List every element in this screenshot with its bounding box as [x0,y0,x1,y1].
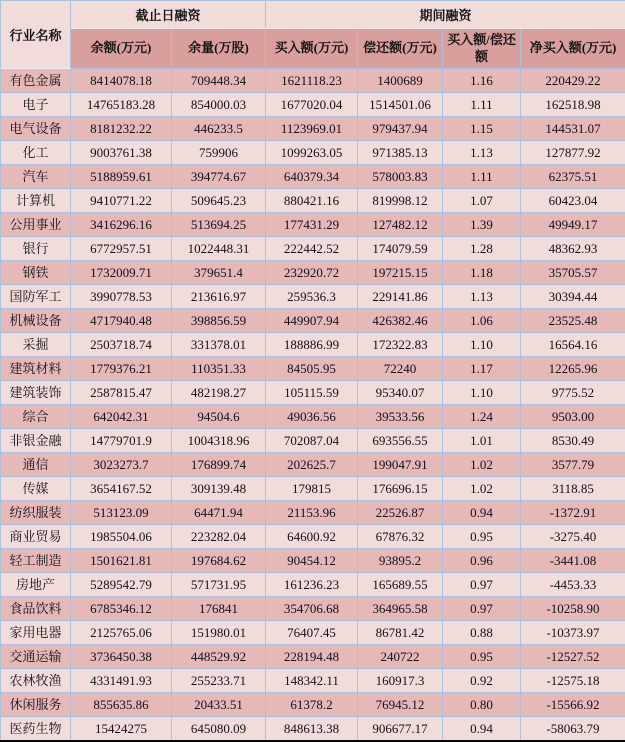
value-cell: -10258.90 [521,597,625,621]
industry-name-cell: 建筑装饰 [1,381,71,405]
value-cell: 354706.68 [266,597,358,621]
value-cell: 95340.07 [358,381,443,405]
table-row [1,525,625,549]
value-cell: 1.01 [443,429,521,453]
table-row [1,645,625,669]
value-cell: 1779376.21 [71,357,172,381]
value-cell: 21153.96 [266,501,358,525]
value-cell: -3275.40 [521,525,625,549]
value-cell: 176696.15 [358,477,443,501]
value-cell: 394774.67 [172,165,266,189]
industry-name-cell: 汽车 [1,165,71,189]
value-cell: 1.11 [443,165,521,189]
value-cell: 1022448.31 [172,237,266,261]
value-cell: 848613.38 [266,717,358,742]
value-cell: 1.39 [443,213,521,237]
value-cell: 8414078.18 [71,69,172,93]
value-cell: 49949.17 [521,213,625,237]
value-cell: 177431.29 [266,213,358,237]
value-cell: 90454.12 [266,549,358,573]
value-cell: 105115.59 [266,381,358,405]
value-cell: 110351.33 [172,357,266,381]
value-cell: 220429.22 [521,69,625,93]
value-cell: 84505.95 [266,357,358,381]
value-cell: 571731.95 [172,573,266,597]
value-cell: 426382.46 [358,309,443,333]
industry-name-cell: 非银金融 [1,429,71,453]
header-group-row [1,1,625,29]
value-cell: 446233.5 [172,117,266,141]
value-cell: 64471.94 [172,501,266,525]
industry-name-cell: 房地产 [1,573,71,597]
value-cell: 86781.42 [358,621,443,645]
table-row [1,333,625,357]
table-row [1,717,625,742]
industry-name-cell: 传媒 [1,477,71,501]
value-cell: 0.97 [443,597,521,621]
value-cell: 176899.74 [172,453,266,477]
value-cell: 15424275 [71,717,172,742]
table-row [1,141,625,165]
value-cell: 364965.58 [358,597,443,621]
value-cell: 49036.56 [266,405,358,429]
value-cell: 880421.16 [266,189,358,213]
table-row [1,381,625,405]
value-cell: 35705.57 [521,261,625,285]
value-cell: 3577.79 [521,453,625,477]
table-row [1,693,625,717]
value-cell: 5289542.79 [71,573,172,597]
value-cell: 2125765.06 [71,621,172,645]
table-body [1,69,625,742]
industry-name-cell: 公用事业 [1,213,71,237]
value-cell: 151980.01 [172,621,266,645]
value-cell: 819998.12 [358,189,443,213]
group-header-period-financing: 期间融资 [266,1,625,29]
value-cell: 331378.01 [172,333,266,357]
value-cell: 255233.71 [172,669,266,693]
industry-name-cell: 计算机 [1,189,71,213]
value-cell: 127877.92 [521,141,625,165]
value-cell: 971385.13 [358,141,443,165]
industry-name-cell: 商业贸易 [1,525,71,549]
table-row [1,453,625,477]
value-cell: 23525.48 [521,309,625,333]
value-cell: 1400689 [358,69,443,93]
value-cell: 1.07 [443,189,521,213]
table-row [1,597,625,621]
value-cell: 0.96 [443,549,521,573]
industry-name-cell: 电子 [1,93,71,117]
value-cell: 4331491.93 [71,669,172,693]
value-cell: 482198.27 [172,381,266,405]
table-row [1,165,625,189]
col-header-balance: 余额(万元) [71,29,172,69]
value-cell: 76407.45 [266,621,358,645]
industry-name-cell: 综合 [1,405,71,429]
industry-name-cell: 机械设备 [1,309,71,333]
value-cell: 1.18 [443,261,521,285]
industry-name-cell: 食品饮料 [1,597,71,621]
value-cell: 513694.25 [172,213,266,237]
value-cell: 1.24 [443,405,521,429]
table-row [1,429,625,453]
value-cell: 1514501.06 [358,93,443,117]
col-header-buy-repay-ratio: 买入额/偿还额 [443,29,521,69]
value-cell: 240722 [358,645,443,669]
value-cell: 979437.94 [358,117,443,141]
table-row [1,285,625,309]
value-cell: 16564.16 [521,333,625,357]
industry-name-cell: 通信 [1,453,71,477]
value-cell: 9410771.22 [71,189,172,213]
industry-name-cell: 银行 [1,237,71,261]
value-cell: 1.13 [443,285,521,309]
value-cell: 9003761.38 [71,141,172,165]
value-cell: 578003.83 [358,165,443,189]
value-cell: 1.02 [443,477,521,501]
value-cell: 645080.09 [172,717,266,742]
value-cell: 1.06 [443,309,521,333]
col-header-buy-amount: 买入额(万元) [266,29,358,69]
value-cell: 1.10 [443,333,521,357]
value-cell: -1372.91 [521,501,625,525]
value-cell: 0.94 [443,717,521,742]
value-cell: 14765183.28 [71,93,172,117]
header-sub-row [1,29,625,69]
value-cell: 93895.2 [358,549,443,573]
table-row [1,477,625,501]
value-cell: 228194.48 [266,645,358,669]
industry-name-cell: 医药生物 [1,717,71,742]
value-cell: 179815 [266,477,358,501]
industry-name-cell: 国防军工 [1,285,71,309]
value-cell: 448529.92 [172,645,266,669]
industry-name-cell: 采掘 [1,333,71,357]
value-cell: -12575.18 [521,669,625,693]
value-cell: 1677020.04 [266,93,358,117]
value-cell: 202625.7 [266,453,358,477]
table-row [1,309,625,333]
value-cell: 0.94 [443,501,521,525]
value-cell: 0.95 [443,645,521,669]
value-cell: 8530.49 [521,429,625,453]
value-cell: 259536.3 [266,285,358,309]
value-cell: 8181232.22 [71,117,172,141]
value-cell: 1.16 [443,69,521,93]
value-cell: 1.11 [443,93,521,117]
value-cell: 161236.23 [266,573,358,597]
value-cell: 702087.04 [266,429,358,453]
value-cell: 62375.51 [521,165,625,189]
value-cell: 1004318.96 [172,429,266,453]
value-cell: 1123969.01 [266,117,358,141]
value-cell: 0.97 [443,573,521,597]
value-cell: 127482.12 [358,213,443,237]
value-cell: 759906 [172,141,266,165]
table-row [1,93,625,117]
value-cell: 1099263.05 [266,141,358,165]
value-cell: 176841 [172,597,266,621]
industry-name-cell: 休闲服务 [1,693,71,717]
table-row [1,549,625,573]
value-cell: -58063.79 [521,717,625,742]
value-cell: 3023273.7 [71,453,172,477]
value-cell: 232920.72 [266,261,358,285]
value-cell: 854000.03 [172,93,266,117]
industry-name-cell: 农林牧渔 [1,669,71,693]
table-row [1,117,625,141]
value-cell: -10373.97 [521,621,625,645]
value-cell: 1.10 [443,381,521,405]
value-cell: 229141.86 [358,285,443,309]
value-cell: 1.15 [443,117,521,141]
col-header-repay-amount: 偿还额(万元) [358,29,443,69]
value-cell: 1621118.23 [266,69,358,93]
value-cell: 1.28 [443,237,521,261]
value-cell: 5188959.61 [71,165,172,189]
value-cell: 693556.55 [358,429,443,453]
value-cell: 3416296.16 [71,213,172,237]
value-cell: 4717940.48 [71,309,172,333]
value-cell: 94504.6 [172,405,266,429]
value-cell: 14779701.9 [71,429,172,453]
value-cell: 6785346.12 [71,597,172,621]
group-header-balance-as-of-date: 截止日融资 [71,1,266,29]
value-cell: 0.95 [443,525,521,549]
value-cell: 61378.2 [266,693,358,717]
col-header-net-buy-amount: 净买入额(万元) [521,29,625,69]
value-cell: 398856.59 [172,309,266,333]
value-cell: 0.92 [443,669,521,693]
value-cell: 3736450.38 [71,645,172,669]
table-header [1,1,625,69]
value-cell: 72240 [358,357,443,381]
table-row [1,405,625,429]
industry-name-cell: 化工 [1,141,71,165]
value-cell: 513123.09 [71,501,172,525]
col-header-volume: 余量(万股) [172,29,266,69]
table-row [1,669,625,693]
value-cell: 76945.12 [358,693,443,717]
value-cell: 0.80 [443,693,521,717]
value-cell: 144531.07 [521,117,625,141]
value-cell: 30394.44 [521,285,625,309]
value-cell: 22526.87 [358,501,443,525]
value-cell: 640379.34 [266,165,358,189]
value-cell: 1.02 [443,453,521,477]
industry-name-cell: 纺织服装 [1,501,71,525]
value-cell: 60423.04 [521,189,625,213]
value-cell: 3990778.53 [71,285,172,309]
industry-name-cell: 建筑材料 [1,357,71,381]
value-cell: 855635.86 [71,693,172,717]
value-cell: -12527.52 [521,645,625,669]
industry-name-cell: 有色金属 [1,69,71,93]
value-cell: 3118.85 [521,477,625,501]
table-row [1,213,625,237]
table-row [1,621,625,645]
value-cell: -3441.08 [521,549,625,573]
value-cell: 188886.99 [266,333,358,357]
value-cell: 12265.96 [521,357,625,381]
value-cell: 509645.23 [172,189,266,213]
corner-header-industry-name: 行业名称 [1,1,71,69]
table-row [1,189,625,213]
value-cell: 174079.59 [358,237,443,261]
value-cell: 309139.48 [172,477,266,501]
value-cell: 160917.3 [358,669,443,693]
value-cell: 213616.97 [172,285,266,309]
value-cell: 1501621.81 [71,549,172,573]
value-cell: 1.17 [443,357,521,381]
value-cell: 1985504.06 [71,525,172,549]
value-cell: 67876.32 [358,525,443,549]
value-cell: 9503.00 [521,405,625,429]
value-cell: 197215.15 [358,261,443,285]
table-row [1,501,625,525]
value-cell: 449907.94 [266,309,358,333]
industry-name-cell: 钢铁 [1,261,71,285]
value-cell: -4453.33 [521,573,625,597]
value-cell: 9775.52 [521,381,625,405]
table-row [1,261,625,285]
table-row [1,573,625,597]
table-row [1,237,625,261]
value-cell: 197684.62 [172,549,266,573]
value-cell: 223282.04 [172,525,266,549]
value-cell: 20433.51 [172,693,266,717]
value-cell: 165689.55 [358,573,443,597]
value-cell: 1.13 [443,141,521,165]
value-cell: 642042.31 [71,405,172,429]
value-cell: 906677.17 [358,717,443,742]
value-cell: 148342.11 [266,669,358,693]
value-cell: 222442.52 [266,237,358,261]
value-cell: 2503718.74 [71,333,172,357]
table-row [1,357,625,381]
value-cell: 6772957.51 [71,237,172,261]
value-cell: 172322.83 [358,333,443,357]
industry-name-cell: 交通运输 [1,645,71,669]
value-cell: 379651.4 [172,261,266,285]
value-cell: 3654167.52 [71,477,172,501]
value-cell: 39533.56 [358,405,443,429]
industry-name-cell: 轻工制造 [1,549,71,573]
industry-name-cell: 电气设备 [1,117,71,141]
value-cell: 199047.91 [358,453,443,477]
value-cell: 162518.98 [521,93,625,117]
value-cell: -15566.92 [521,693,625,717]
value-cell: 48362.93 [521,237,625,261]
value-cell: 0.88 [443,621,521,645]
industry-name-cell: 家用电器 [1,621,71,645]
value-cell: 1732009.71 [71,261,172,285]
value-cell: 2587815.47 [71,381,172,405]
value-cell: 709448.34 [172,69,266,93]
table-row [1,69,625,93]
value-cell: 64600.92 [266,525,358,549]
